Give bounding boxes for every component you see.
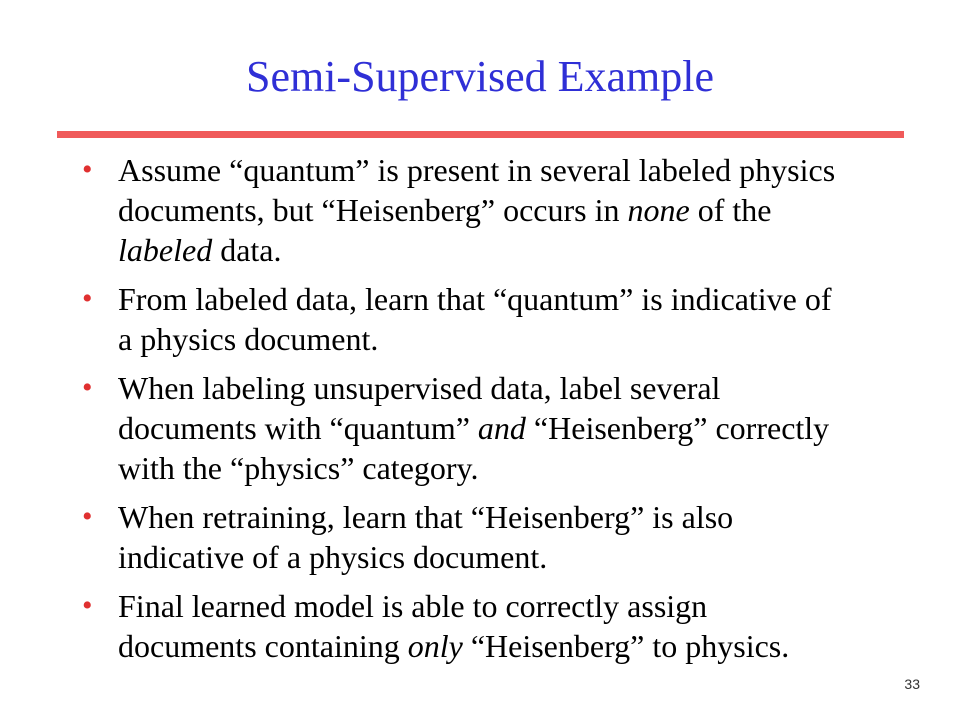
title-underline-rule xyxy=(57,131,904,138)
bullet-text: Final learned model is able to correctly assign documents containing only “Heisenberg” to physics. xyxy=(118,588,790,664)
slide-title: Semi-Supervised Example xyxy=(245,52,714,101)
bullet-text: When labeling unsupervised data, label several documents with “quantum” and “Heisenberg” correctly with the “physics” category. xyxy=(118,370,830,486)
bullet-text: Assume “quantum” is present in several labeled physics documents, but “Heisenberg” occurs in none of the labeled data. xyxy=(118,152,836,268)
bullet-list xyxy=(82,150,852,675)
bullet-dot-icon: • xyxy=(82,282,93,315)
bullet-dot-icon: • xyxy=(82,153,93,186)
bullet-item-2 xyxy=(82,279,852,359)
bullet-item-3 xyxy=(82,368,852,488)
bullet-item-4 xyxy=(82,497,852,577)
bullet-item-5 xyxy=(82,586,852,666)
bullet-text: When retraining, learn that “Heisenberg” is also indicative of a physics document. xyxy=(118,499,734,575)
bullet-dot-icon: • xyxy=(82,371,93,404)
page-number: 33 xyxy=(904,676,920,692)
bullet-dot-icon: • xyxy=(82,500,93,533)
bullet-dot-icon: • xyxy=(82,589,93,622)
bullet-text: From labeled data, learn that “quantum” is indicative of a physics document. xyxy=(118,281,832,357)
bullet-item-1 xyxy=(82,150,852,270)
